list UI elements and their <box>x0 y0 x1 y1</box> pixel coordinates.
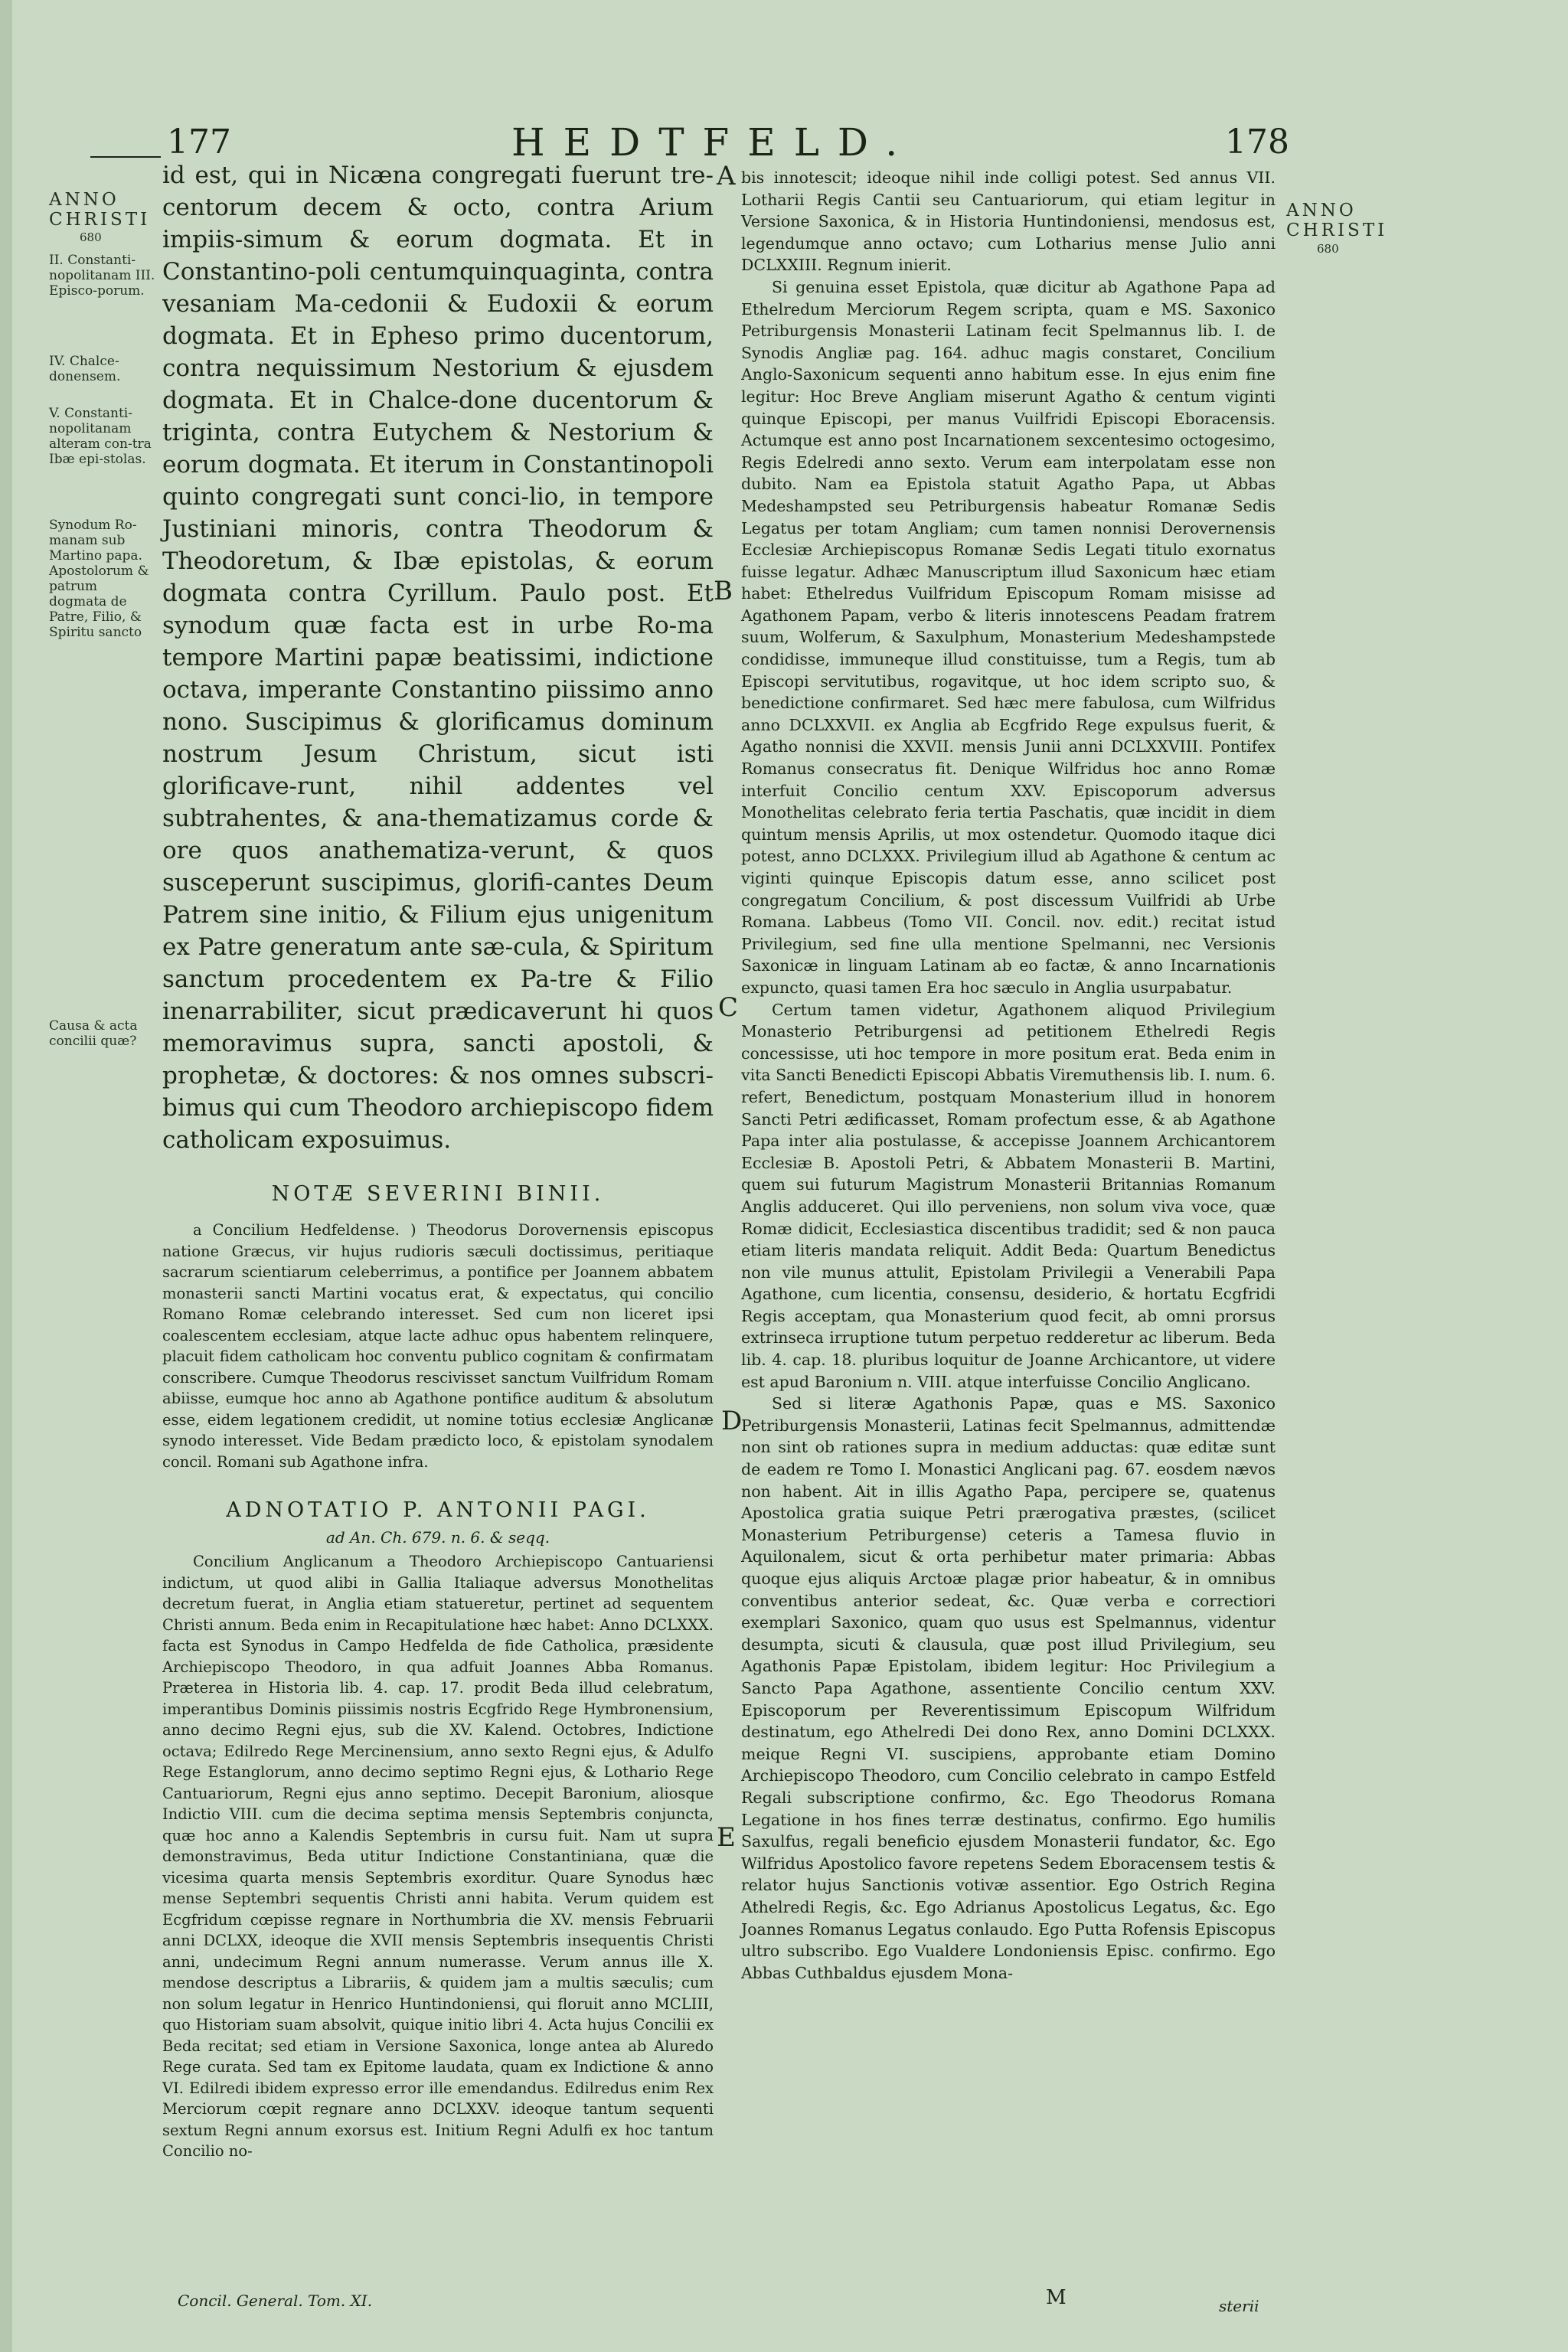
page-gutter <box>0 0 12 2352</box>
margin-christi-label: CHRISTI <box>49 210 151 230</box>
margin-anno-label: ANNO <box>49 190 119 210</box>
notae-text <box>162 1220 714 1472</box>
margin-year: 680 <box>80 230 102 244</box>
right-paragraph: Certum tamen videtur, Agathonem aliquod Privilegium Monasterio Petriburgensi ad petitionem Ethelredi Regis concessisse, uti hoc tempore in more positum erat. Beda enim in vita Sancti Benedicti Episcopi Abbatis Viremuthensis lib. I. num. 6. refert, Benedictum, postquam Monasterium illud in honorem Sancti Petri ædificasset, Romam profectum esse, & ab Agathone Papa inter alia postulasse, & accepisse Joannem Archicantorem Ecclesiæ B. Apostoli Petri, & Abbatem Monasterii B. Martini, quem sui futurum Magistrum Monasterii Britannias Romanum Anglis adduceret. Qui illo perveniens, non solum viva voce, quæ Romæ didicit, Ecclesiastica discentibus tradidit; sed & non pauca etiam literis mandata reliquit. Addit Beda: Quartum Benedictus non vile munus attulit, Epistolam Privilegii a Venerabili Papa Agathone, cum licentia, consensu, desiderio, & hortatu Ecgfridi Regis acceptam, qua Monasterium quod fecit, ab omni prorsus extrinseca irruptione tutum perpetuo redderetur ac liberum. Beda lib. 4. cap. 18. pluribus loquitur de Joanne Archicantore, ut videre est apud Baronium n. VIII. atque interfuisse Concilio Anglicano. <box>741 1000 1276 1391</box>
pagi-subheading: ad An. Ch. 679. n. 6. & seqq. <box>325 1528 550 1547</box>
pagi-paragraph: Concilium Anglicanum a Theodoro Archiepiscopo Cantuariensi indictum, ut quod alibi in Gallia Italiaque adversus Monothelitas decretum fuerat, in Anglia etiam statueretur, pertinet ad sequentem Christi annum. Beda enim in Recapitulatione hæc habet: Anno DCLXXX. facta est Synodus in Campo Hedfelda de fide Catholica, præsidente Archiepiscopo Theodoro, in qua adfuit Joannes Abba Romanus. Præterea in Historia lib. 4. cap. 17. prodit Beda illud celebratum, imperantibus Dominis piissimis nostris Ecgfrido Rege Hymbronensium, anno decimo Regni ejus, sub die XV. Kalend. Octobres, Indictione octava; Edilredo Rege Mercinensium, anno sexto Regni ejus, & Adulfo Rege Estanglorum, anno decimo septimo Regni ejus, & Lothario Rege Cantuariorum, Regni ejus anno septimo. Decepit Baronium, aliosque Indictio VIII. cum die decima septima mensis Septembris conjuncta, quæ hoc anno a Kalendis Septembris in cursu fuit. Nam ut supra demonstravimus, Beda utitur Indictione Constantiniana, quæ die vicesima quarta mensis Septembris exorditur. Quare Synodus hæc mense Septembri sequentis Christi anni habita. Verum quidem est Ecgfridum cœpisse regnare in Northumbria die XV. mensis Februarii anni DCLXX, ideoque die XVII mensis Septembris insequentis Christi anni, undecimum Regni annum numerasse. Verum annus ille X. mendose descriptus a Librariis, & quidem jam a multis sæculis; cum non solum legatur in Henrico Huntindoniensi, qui floruit anno MCLIII, quo Historiam suam absolvit, quique initio libri 4. Acta hujus Concilii ex Beda recitat; sed etiam in Versione Saxonica, longe antea ab Aluredo Rege curata. Sed tam ex Epitome laudata, quam ex Indictione & anno VI. Edilredi ibidem expresso error ille emendandus. Edilredus enim Rex Merciorum cœpit regnare anno DCLXXV. ideoque tantum sequenti sextum Regni annum exorsus est. Initium Regni Adulfi ex hoc tantum Concilio no- <box>162 1553 714 2160</box>
margin-note: Synodum Ro-manam sub Martino papa. Apostolorum & patrum dogmata de Patre, Filio, & Spiritu sancto <box>49 518 149 640</box>
section-letter-c: C <box>718 992 739 1023</box>
right-paragraph: Sed si literæ Agathonis Papæ, quas e MS. Saxonico Petriburgensis Monasterii, Latinas fecit Spelmannus, admittendæ non sint ob rationes supra in medium adductas: quæ editæ sunt de eadem re Tomo I. Monastici Anglicani pag. 67. eosdem nævos non habent. Ait in illis Agatho Papa, percipere se, quatenus Apostolica gratia suique Petri prærogativa præstes, (scilicet Monasterium Petriburgense) ceteris a Tamesa fluvio in Aquilonalem, sicut & orta perhibetur mater primaria: Abbas quoque ejus aliquis Arctoæ plagæ prior habeatur, & in omnibus conventibus anterior sedeat, &c. Quæ verba e correctiori exemplari Saxonico, quam quo usus est Spelmannus, videntur desumpta, sicuti & clausula, quæ post illud Privilegium, seu Agathonis Papæ Epistolam, ibidem legitur: Hoc Privilegium a Sancto Papa Agathone, assentiente Concilio centum XXV. Episcoporum per Reverentissimum Episcopum Wilfridum destinatum, ego Athelredi Dei dono Rex, anno Domini DCLXXX. meique Regni VI. suscipiens, approbante etiam Domino Archiepiscopo Theodoro, cum Concilio celebrato in campo Estfeld Regali subscriptione confirmo, &c. Ego Theodorus Romana Legatione in hos fines terræ destinatus, confirmo. Ego humilis Saxulfus, regali beneficio ejusdem Monasterii fundator, &c. Ego Wilfridus Apostolico favore repetens Sedem Eboracensem testis & relator hujus Sanctionis votivæ assentior. Ego Ostrich Regina Athelredi Regis, &c. Ego Adrianus Apostolicus Legatus, &c. Ego Joannes Romanus Legatus conlaudo. Ego Putta Rofensis Episcopus ultro subscribo. Ego Vualdere Londoniensis Episc. confirmo. Ego Abbas Cuthbaldus ejusdem Mona- <box>741 1394 1276 1982</box>
margin-christi-label: CHRISTI <box>1286 220 1388 240</box>
right-paragraph: bis innotescit; ideoque nihil inde colligi potest. Sed annus VII. Lotharii Regis Cantii seu Cantuariorum, qui etiam legitur in Versione Saxonica, & in Historia Huntindoniensi, mendosus est, legendumque anno octavo; cum Lotharius mense Julio anni DCLXXIII. Regnum inierit. <box>741 168 1276 275</box>
section-letter-a: A <box>717 161 736 191</box>
creed-text <box>162 159 714 1156</box>
opening-dash <box>90 156 161 158</box>
margin-year: 680 <box>1317 242 1339 256</box>
margin-note: II. Constanti-nopolitanam III. Episco-porum. <box>49 253 155 299</box>
section-letter-e: E <box>717 1822 736 1853</box>
left-column <box>162 159 714 2162</box>
page-number-right: 178 <box>1225 122 1289 162</box>
margin-anno-label: ANNO <box>1286 201 1357 220</box>
margin-note: V. Constanti-nopolitanam alteram con-tra Ibæ epi-stolas. <box>49 406 152 467</box>
catchword: sterii <box>1219 2297 1259 2315</box>
signature-mark: M <box>1046 2286 1067 2309</box>
margin-note: IV. Chalce-donensem. <box>49 354 121 384</box>
notae-paragraph: a Concilium Hedfeldense. ) Theodorus Dorovernensis episcopus natione Græcus, vir hujus rudioris sæculi doctissimus, peritiaque sacrarum scientiarum celeberrimus, a pontifice per Joannem abbatem monasterii sancti Martini vocatus erat, & expectatus, qui concilio Romano Romæ celebrando interesset. Sed cum non liceret ipsi coalescentem ecclesiam, atque lacte adhuc opus habentem relinquere, placuit fidem catholicam hoc conventu publico cognitam & confirmatam conscribere. Cumque Theodorus rescivisset sanctum Vuilfridum Romam abiisse, eumque hoc anno ab Agathone pontifice auditum & absolutum esse, eidem legationem credidit, ut nomine totius ecclesiæ Anglicanæ synodo interesset. Vide Bedam prædicto loco, & epistolam synodalem concil. Romani sub Agathone infra. <box>162 1221 714 1471</box>
volume-catchline: Concil. General. Tom. XI. <box>178 2292 373 2310</box>
pagi-heading: ADNOTATIO P. ANTONII PAGI. <box>226 1498 650 1522</box>
pagi-text <box>162 1551 714 2162</box>
running-head: HEDTFELD. <box>511 120 916 165</box>
page-number-left: 177 <box>167 122 231 162</box>
margin-anno-block-right <box>1286 201 1388 257</box>
section-letter-b: B <box>714 576 733 606</box>
section-letter-d: D <box>721 1406 743 1436</box>
creed-paragraph: id est, qui in Nicæna congregati fuerunt tre-centorum decem & octo, contra Arium impiis-simum & eorum dogmata. Et in Constantino-poli centumquinquaginta, contra vesaniam Ma-cedonii & Eudoxii & eorum dogmata. Et in Epheso primo ducentorum, contra nequissimum Nestorium & ejusdem dogmata. Et in Chalce-done ducentorum & triginta, contra Eutychem & Nestorium & eorum dogmata. Et iterum in Constantinopoli quinto congregati sunt conci-lio, in tempore Justiniani minoris, contra Theodorum & Theodoretum, & Ibæ epistolas, & eorum dogmata contra Cyrillum. Paulo post. Et synodum quæ facta est in urbe Ro-ma tempore Martini papæ beatissimi, indictione octava, imperante Constantino piissimo anno nono. Suscipimus & glorificamus dominum nostrum Jesum Christum, sicut isti glorificave-runt, nihil addentes vel subtrahentes, & ana-thematizamus corde & ore quos anathematiza-verunt, & quos susceperunt suscipimus, glorifi-cantes Deum Patrem sine initio, & Filium ejus unigenitum ex Patre generatum ante sæ-cula, & Spiritum sanctum procedentem ex Pa-tre & Filio inenarrabiliter, sicut prædicaverunt hi quos memoravimus supra, sancti apostoli, & prophetæ, & doctores: & nos omnes subscri-bimus qui cum Theodoro archiepiscopo fidem catholicam exposuimus. <box>162 162 714 1154</box>
notae-heading: NOTÆ SEVERINI BINII. <box>271 1182 605 1206</box>
margin-note: Causa & acta concilii quæ? <box>49 1018 138 1049</box>
right-column <box>741 167 1276 1984</box>
right-paragraph: Si genuina esset Epistola, quæ dicitur ab Agathone Papa ad Ethelredum Merciorum Regem scripta, quam e MS. Saxonico Petriburgensis Monasterii Latinam fecit Spelmannus lib. I. de Synodis Angliæ pag. 164. adhuc magis constaret, Concilium Anglo-Saxonicum sequenti anno habitum esse. In ejus enim fine legitur: Hoc Breve Angliam miserunt Agatho & centum viginti quinque Episcopi, per manus Vuilfridi Episcopi Eboracensis. Actumque est anno post Incarnationem sexcentesimo octogesimo, Regis Edelredi anno sexto. Verum eam interpolatam esse non dubito. Nam ea Epistola statuit Agatho Papa, ut Abbas Medeshampsted seu Petriburgensis habeatur Romanæ Sedis Legatus per totam Angliam; cum tamen nonnisi Derovernensis Ecclesiæ Archiepiscopus Romanæ Sedis Legati titulo exornatus fuisse legatur. Adhæc Manuscriptum illud Saxonicum hæc etiam habet: Ethelredus Vuilfridum Episcopum Romam misisse ad Agathonem Papam, verbo & literis innotescens Peadam fratrem suum, Wolferum, & Saxulphum, Monasterium Medeshampstede condidisse, immuneque illud constituisse, tum a Regis, tum ab Episcopi servitutibus, rogavitque, ut hoc idem scripto suo, & benedictione confirmaret. Sed hæc mere fabulosa, cum Wilfridus anno DCLXXVII. ex Anglia ab Ecgfrido Rege expulsus fuerit, & Agatho nonnisi die XXVII. mensis Junii anni DCLXXVIII. Pontifex Romanus consecratus fit. Denique Wilfridus hoc anno Romæ interfuit Concilio centum XXV. Episcoporum adversus Monothelitas celebrato feria tertia Paschatis, quæ incidit in diem quintum mensis Aprilis, ut mox ostendetur. Quomodo itaque dici potest, anno DCLXXX. Privilegium illud ab Agathone & centum ac viginti quinque Episcopis datum esse, anno scilicet post congregatum Concilium, & post discessum Vuilfridi ab Urbe Romana. Labbeus (Tomo VII. Concil. nov. edit.) recitat istud Privilegium, sed fine ulla mentione Spelmanni, nec Versionis Saxonicæ in linguam Latinam ab eo factæ, & anno Incarnationis expuncto, quasi tamen Era hoc sæculo in Anglia usurpabatur. <box>741 277 1276 997</box>
margin-anno-block-left <box>49 190 158 245</box>
